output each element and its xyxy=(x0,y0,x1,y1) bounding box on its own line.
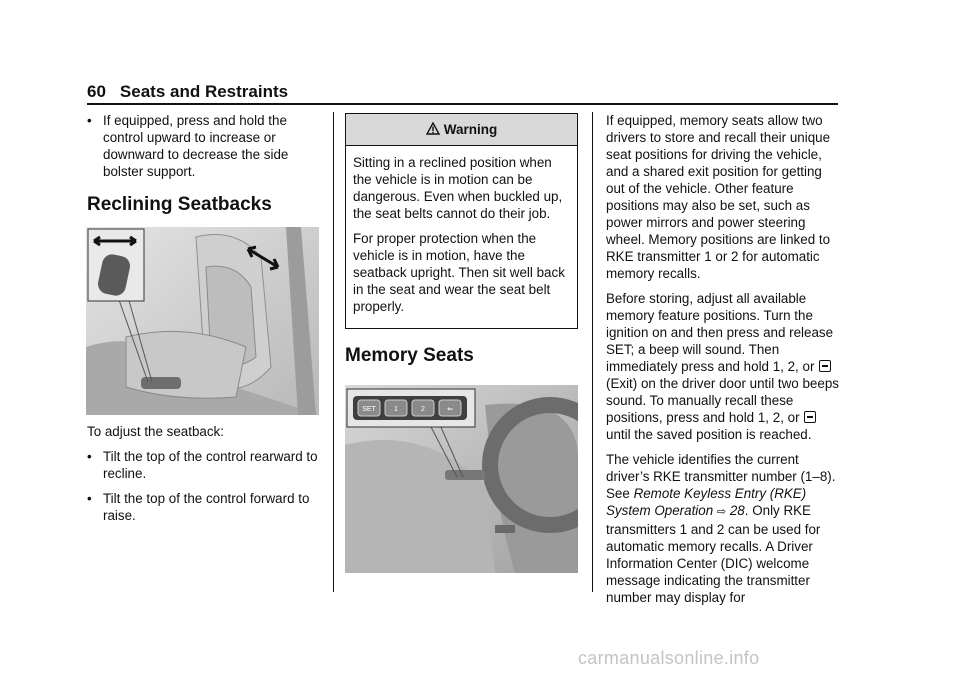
warning-title: Warning xyxy=(443,122,498,137)
page-ref-number[interactable]: 28 xyxy=(729,503,745,518)
exit-button-label: ⇐ xyxy=(447,406,453,413)
text-segment: until the saved position is reached. xyxy=(606,427,812,442)
warning-para-2: For proper protection when the vehicle is in motion, have the seatback upright. Then sit well back in the seat and wear the seat belt properly. xyxy=(353,231,565,314)
memory-intro-para: If equipped, memory seats allow two drivers to store and recall their unique seat positions for driving the vehicle, and a shared exit position for getting out of the vehicle. Other feature positions may also be set, such as power mirrors and power steering wheel. Memory positions are linked to RKE transmitter 1 or 2 for automatic memory recalls. xyxy=(606,113,831,281)
bullet-intro xyxy=(87,112,322,180)
adjust-text: To adjust the seatback: xyxy=(87,424,224,439)
rke-reference-link[interactable]: Remote Keyless Entry (RKE) System Operation xyxy=(606,486,807,518)
column-divider-1 xyxy=(333,112,334,592)
set-button-label: SET xyxy=(362,406,376,413)
column-1-lower xyxy=(87,423,322,532)
warning-icon xyxy=(426,122,440,136)
warning-para-1: Sitting in a reclined position when the vehicle is in motion can be dangerous. Even when buckled up, the seat belts cannot do their job. xyxy=(353,155,563,221)
memory-2-button-label: 2 xyxy=(421,406,425,413)
column-3 xyxy=(606,112,844,614)
bullet-text: Tilt the top of the control forward to raise. xyxy=(103,491,310,523)
page-header xyxy=(87,82,288,102)
bullet-dot: • xyxy=(87,449,92,464)
warning-body xyxy=(346,146,577,315)
text-segment: (Exit) on the driver door until two beeps sound. To manually recall these positions, press and hold 1, 2, or xyxy=(606,376,839,425)
page-number: 60 xyxy=(87,82,106,101)
section-title: Seats and Restraints xyxy=(119,82,289,101)
warning-header xyxy=(346,114,577,146)
watermark: carmanualsonline.info xyxy=(578,648,760,668)
exit-button-icon xyxy=(804,411,816,423)
bullet-dot: • xyxy=(87,491,92,506)
bullet-dot: • xyxy=(87,113,92,128)
reclining-seat-illustration xyxy=(86,227,319,415)
reclining-heading: Reclining Seatbacks xyxy=(87,194,272,215)
exit-button-icon xyxy=(819,360,831,372)
bullet-text: Tilt the top of the control rearward to recline. xyxy=(103,449,318,481)
memory-identify-para xyxy=(606,451,844,606)
column-divider-2 xyxy=(592,112,593,592)
text-segment: . Only RKE transmitters 1 and 2 can be used for automatic memory recalls. A Driver Information Center (DIC) welcome message indicating the transmitter number may display for xyxy=(606,503,821,605)
memory-store-para xyxy=(606,290,844,443)
text-segment: Before storing, adjust all available memory feature positions. Turn the ignition on and then press and release SET; a beep will sound. Then immediately press and hold 1, 2, or xyxy=(606,291,834,374)
bullet-recline xyxy=(87,448,322,482)
page-ref-arrow-icon: ⇨ xyxy=(716,506,727,518)
header-rule xyxy=(87,103,838,105)
text-segment: The vehicle identifies the current driver’s RKE transmitter number (1–8). See xyxy=(606,452,836,501)
warning-box xyxy=(345,113,578,329)
column-1 xyxy=(87,112,322,213)
memory-1-button-label: 1 xyxy=(394,406,398,413)
bullet-raise xyxy=(87,490,322,524)
bullet-text: If equipped, press and hold the control upward to increase or downward to decrease the side bolster support. xyxy=(103,113,289,179)
memory-seats-heading: Memory Seats xyxy=(345,345,474,366)
memory-seats-illustration xyxy=(345,385,578,573)
